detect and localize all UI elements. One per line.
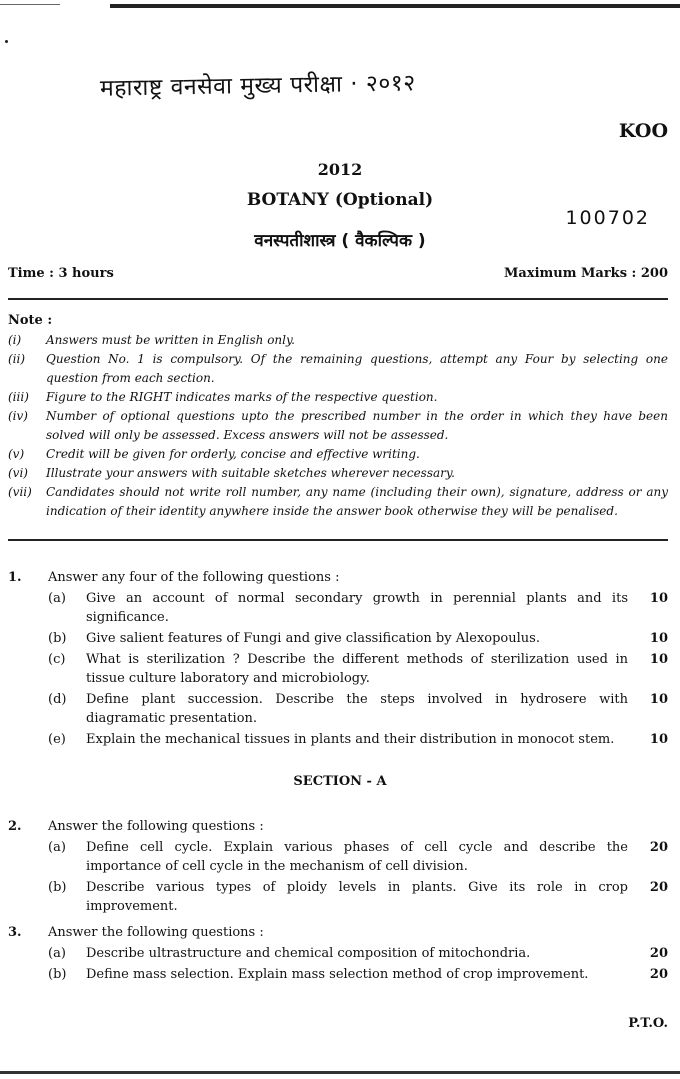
question-part [8,838,668,876]
part-marks: 10 [649,732,668,747]
question-part [8,944,668,963]
question-1 [8,568,668,749]
section-heading: SECTION - A [293,774,387,789]
note-number: (i) [8,333,22,347]
question-header [8,568,668,587]
notes-heading: Note : [8,313,53,328]
part-label: (a) [48,946,66,961]
note-number: (v) [8,447,25,461]
question-part [8,589,668,627]
note-item [8,388,668,407]
time-allowed: Time : 3 hours [8,266,114,281]
part-marks: 20 [649,880,668,895]
maximum-marks: Maximum Marks : 200 [504,266,668,281]
question-part [8,965,668,984]
question-header [8,817,668,836]
part-text: Give salient features of Fungi and give classification by Alexopoulus. [86,631,540,646]
note-text: Credit will be given for orderly, concise and effective writing. [46,447,420,461]
subject-title: BOTANY (Optional) [246,190,434,210]
part-label: (c) [48,652,66,667]
question-intro: Answer the following questions : [48,925,264,940]
part-label: (d) [48,692,67,707]
question-intro: Answer the following questions : [48,819,264,834]
note-number: (vi) [8,466,28,480]
note-number: (vii) [8,485,32,499]
note-text: Answers must be written in English only. [46,333,295,347]
part-marks: 10 [649,631,668,646]
margin-dot [5,40,8,43]
note-item [8,350,668,388]
note-number: (ii) [8,352,26,366]
top-edge-rule [110,4,680,8]
part-text: Define cell cycle. Explain various phases of cell cycle and describe the importance of cell cycle in the mechanism of cell division. [86,840,628,874]
question-intro: Answer any four of the following questions : [48,570,340,585]
part-label: (a) [48,840,66,855]
part-label: (b) [48,967,67,982]
paper-code: KOO [618,120,668,142]
part-label: (b) [48,631,67,646]
note-item [8,331,668,350]
handwritten-heading: महाराष्ट्र वनसेवा मुख्य परीक्षा · २०१२ [99,70,416,102]
part-marks: 10 [649,591,668,606]
part-text: Define plant succession. Describe the steps involved in hydrosere with diagramatic presentation. [86,692,628,726]
exam-year: 2012 [317,160,363,179]
bottom-edge-rule [0,1071,680,1074]
notes-block [8,313,668,521]
note-number: (iii) [8,390,29,404]
part-text: Give an account of normal secondary growth in perennial plants and its significance. [86,591,628,625]
question-part [8,690,668,728]
part-text: What is sterilization ? Describe the different methods of sterilization used in tissue culture laboratory and microbiology. [86,652,628,686]
part-text: Describe ultrastructure and chemical composition of mitochondria. [86,946,531,961]
top-edge-mark [0,4,60,5]
part-marks: 20 [649,967,668,982]
header-rule [8,298,668,300]
note-item [8,407,668,445]
part-label: (a) [48,591,66,606]
part-marks: 20 [649,946,668,961]
subject-title-hindi: वनस्पतीशास्त्र ( वैकल्पिक ) [254,231,426,251]
please-turn-over: P.T.O. [628,1016,668,1031]
note-text: Number of optional questions upto the prescribed number in the order in which they have been solved will only be assessed. Excess answers will not be assessed. [46,409,668,442]
question-number: 1. [8,570,22,585]
note-text: Figure to the RIGHT indicates marks of the respective question. [46,390,438,404]
question-header [8,923,668,942]
question-2 [8,817,668,916]
part-text: Describe various types of ploidy levels in plants. Give its role in crop improvement. [86,880,628,914]
part-text: Define mass selection. Explain mass selection method of crop improvement. [86,967,589,982]
notes-rule [8,539,668,541]
question-part [8,629,668,648]
part-marks: 20 [649,840,668,855]
paper-number: 100702 [565,207,650,229]
question-number: 2. [8,819,22,834]
note-item [8,445,668,464]
question-part [8,878,668,916]
note-text: Candidates should not write roll number, any name (including their own), signature, address or any indication of their identity anywhere inside the answer book otherwise they will be penalised. [46,485,668,518]
question-part [8,730,668,749]
note-item [8,483,668,521]
part-marks: 10 [649,692,668,707]
note-text: Question No. 1 is compulsory. Of the remaining questions, attempt any Four by selecting one question from each section. [46,352,668,385]
note-number: (iv) [8,409,28,423]
part-label: (b) [48,880,67,895]
part-text: Explain the mechanical tissues in plants and their distribution in monocot stem. [86,732,615,747]
note-text: Illustrate your answers with suitable sketches wherever necessary. [46,466,455,480]
question-number: 3. [8,925,22,940]
part-label: (e) [48,732,66,747]
question-part [8,650,668,688]
part-marks: 10 [649,652,668,667]
note-item [8,464,668,483]
question-3 [8,923,668,984]
